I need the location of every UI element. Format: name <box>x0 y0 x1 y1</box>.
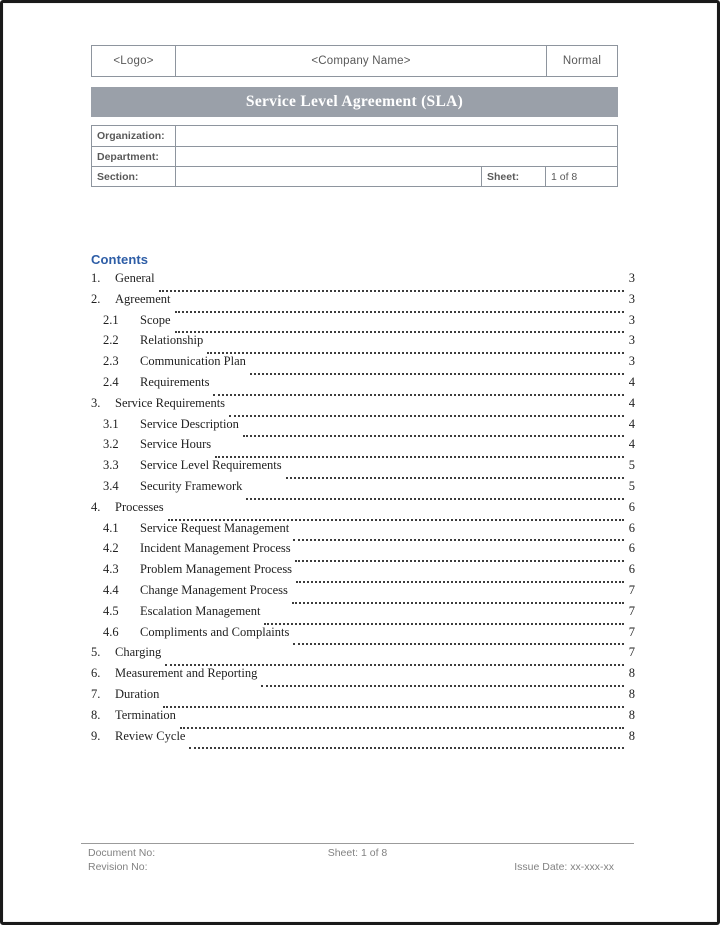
toc-dot-leader <box>165 651 624 666</box>
section-label: Section: <box>92 167 176 186</box>
footer-sheet-text: Sheet: 1 of 8 <box>327 847 388 859</box>
toc-entry[interactable] <box>91 666 635 687</box>
footer-row-2 <box>81 860 634 874</box>
classification-text: Normal <box>562 55 602 67</box>
toc-dot-leader <box>293 630 624 645</box>
toc-entry-number: 2.3 <box>103 354 119 369</box>
toc-entry-page: 7 <box>628 624 635 639</box>
toc-entry-page: 8 <box>628 707 635 722</box>
toc-entry-page: 7 <box>628 582 635 597</box>
toc-entry-number: 6. <box>91 666 101 681</box>
toc-dot-leader <box>175 298 624 313</box>
toc-dot-leader <box>180 714 624 729</box>
document-title: Service Level Agreement (SLA) <box>245 93 464 110</box>
toc-entry[interactable] <box>91 271 635 292</box>
toc-entry[interactable] <box>91 458 635 479</box>
toc-entry-number: 1. <box>91 271 101 285</box>
toc-entry-page: 6 <box>628 499 635 514</box>
toc-entry[interactable] <box>91 708 635 729</box>
section-row <box>92 166 617 186</box>
toc-entry-number: 2.1 <box>103 312 119 327</box>
toc-entry[interactable] <box>91 479 635 500</box>
toc-entry-title: General <box>115 271 155 285</box>
contents-heading: Contents <box>91 252 149 267</box>
toc-entry[interactable] <box>91 396 635 417</box>
header-table <box>91 45 618 77</box>
toc-entry-title: Agreement <box>115 291 171 306</box>
toc-entry-page: 7 <box>628 603 635 618</box>
footer-row-1 <box>81 846 634 860</box>
section-value-field[interactable] <box>176 167 481 186</box>
toc-entry[interactable] <box>91 500 635 521</box>
toc-entry-title: Service Hours <box>140 437 212 452</box>
toc-entry-page: 5 <box>628 458 635 473</box>
toc-entry-number: 4.1 <box>103 520 119 535</box>
toc-entry[interactable] <box>91 562 635 583</box>
toc-entry-page: 3 <box>628 312 635 327</box>
organization-label: Organization: <box>92 126 176 146</box>
classification-cell <box>547 46 617 76</box>
toc-dot-leader <box>296 568 624 583</box>
toc-entry-page: 6 <box>628 562 635 577</box>
toc-entry-number: 8. <box>91 707 101 722</box>
company-name-text: <Company Name> <box>311 55 411 67</box>
toc-entry[interactable] <box>91 417 635 438</box>
toc-entry-number: 5. <box>91 645 101 660</box>
toc-dot-leader <box>250 360 624 375</box>
toc-entry-number: 7. <box>91 686 101 701</box>
toc-entry-number: 9. <box>91 728 101 743</box>
toc-entry-title: Measurement and Reporting <box>115 666 258 681</box>
toc-entry-title: Service Request Management <box>140 520 290 535</box>
toc-entry[interactable] <box>91 729 635 750</box>
info-table <box>91 125 618 187</box>
toc-dot-leader <box>163 693 624 708</box>
toc-entry[interactable] <box>91 354 635 375</box>
toc-dot-leader <box>215 443 624 458</box>
toc-entry[interactable] <box>91 645 635 666</box>
department-value-field[interactable] <box>176 147 617 166</box>
document-no-label: Document No: <box>88 847 156 859</box>
toc-entry-page: 6 <box>628 541 635 556</box>
toc-dot-leader <box>293 526 624 541</box>
toc-entry-title: Service Level Requirements <box>140 458 282 473</box>
toc-entry-page: 4 <box>628 416 635 431</box>
toc-entry-number: 3.4 <box>103 478 119 493</box>
toc-dot-leader <box>286 464 624 479</box>
toc-entry-number: 2. <box>91 291 101 306</box>
toc-dot-leader <box>168 506 624 521</box>
toc-list <box>91 271 635 749</box>
toc-dot-leader <box>213 381 624 396</box>
toc-entry-page: 3 <box>628 291 635 306</box>
toc-entry-number: 3.2 <box>103 437 119 452</box>
toc-entry-page: 4 <box>628 374 635 389</box>
toc-entry-page: 6 <box>628 520 635 535</box>
toc-entry[interactable] <box>91 333 635 354</box>
toc-entry-number: 4.6 <box>103 624 119 639</box>
toc-entry-page: 4 <box>628 437 635 452</box>
toc-entry-number: 3. <box>91 395 101 410</box>
toc-entry-title: Escalation Management <box>140 603 261 618</box>
toc-dot-leader <box>243 422 624 437</box>
toc-entry-page: 8 <box>628 728 635 743</box>
toc-entry-title: Incident Management Process <box>140 541 291 556</box>
organization-row <box>92 126 617 146</box>
toc-dot-leader <box>264 610 624 625</box>
toc-entry[interactable] <box>91 375 635 396</box>
toc-entry-title: Requirements <box>140 374 210 389</box>
toc-entry-title: Processes <box>115 499 164 514</box>
toc-entry-page: 3 <box>628 354 635 369</box>
sheet-value: 1 of 8 <box>551 170 578 183</box>
toc-entry[interactable] <box>91 437 635 458</box>
toc-dot-leader <box>175 318 624 333</box>
toc-entry-number: 4.3 <box>103 562 119 577</box>
toc-dot-leader <box>246 485 624 500</box>
toc-entry-page: 8 <box>628 666 635 681</box>
toc-entry-title: Problem Management Process <box>140 562 293 577</box>
toc-entry-number: 4.4 <box>103 582 119 597</box>
toc-entry-page: 3 <box>628 333 635 348</box>
toc-dot-leader <box>229 402 624 417</box>
toc-entry-title: Relationship <box>140 333 204 348</box>
toc-entry-number: 3.3 <box>103 458 119 473</box>
toc-entry-title: Review Cycle <box>115 728 186 743</box>
toc-entry-number: 4. <box>91 499 101 514</box>
toc-entry-number: 4.5 <box>103 603 119 618</box>
toc-entry-title: Security Framework <box>140 478 243 493</box>
toc-entry-title: Change Management Process <box>140 582 288 597</box>
toc-entry-number: 2.4 <box>103 374 119 389</box>
toc-entry-page: 8 <box>628 686 635 701</box>
toc-entry-number: 4.2 <box>103 541 119 556</box>
organization-value-field[interactable] <box>176 126 617 146</box>
toc-entry-title: Compliments and Complaints <box>140 624 290 639</box>
toc-dot-leader <box>292 589 624 604</box>
issue-date-text: Issue Date: xx-xxx-xx <box>514 861 614 873</box>
page-footer <box>81 843 634 874</box>
revision-no-label: Revision No: <box>88 861 148 873</box>
toc-entry[interactable] <box>91 604 635 625</box>
logo-placeholder-cell <box>92 46 176 76</box>
toc-entry[interactable] <box>91 687 635 708</box>
toc-dot-leader <box>159 277 624 292</box>
toc-dot-leader <box>261 672 624 687</box>
toc-entry-title: Service Requirements <box>115 395 226 410</box>
title-banner <box>91 87 618 117</box>
toc-entry-title: Charging <box>115 645 162 660</box>
toc-entry[interactable] <box>91 521 635 542</box>
toc-entry[interactable] <box>91 541 635 562</box>
toc-dot-leader <box>189 734 624 749</box>
department-row <box>92 146 617 166</box>
department-label: Department: <box>92 147 176 166</box>
toc-entry[interactable] <box>91 583 635 604</box>
toc-entry-title: Communication Plan <box>140 354 246 369</box>
toc-entry-number: 3.1 <box>103 416 119 431</box>
company-name-cell <box>176 46 547 76</box>
toc-entry[interactable] <box>91 625 635 646</box>
toc-entry-page: 4 <box>628 395 635 410</box>
toc-entry[interactable] <box>91 313 635 334</box>
toc-entry-title: Duration <box>115 686 160 701</box>
toc-entry-page: 5 <box>628 478 635 493</box>
toc-entry-number: 2.2 <box>103 333 119 348</box>
toc-entry-page: 7 <box>628 645 635 660</box>
toc-entry-page: 3 <box>628 271 635 285</box>
logo-placeholder-text: <Logo> <box>113 55 154 67</box>
toc-entry-title: Scope <box>140 312 171 327</box>
toc-entry-title: Service Description <box>140 416 239 431</box>
toc-entry[interactable] <box>91 292 635 313</box>
toc-dot-leader <box>295 547 624 562</box>
sheet-label: Sheet: <box>481 167 546 186</box>
toc-dot-leader <box>207 339 624 354</box>
toc-entry-title: Termination <box>115 707 176 722</box>
